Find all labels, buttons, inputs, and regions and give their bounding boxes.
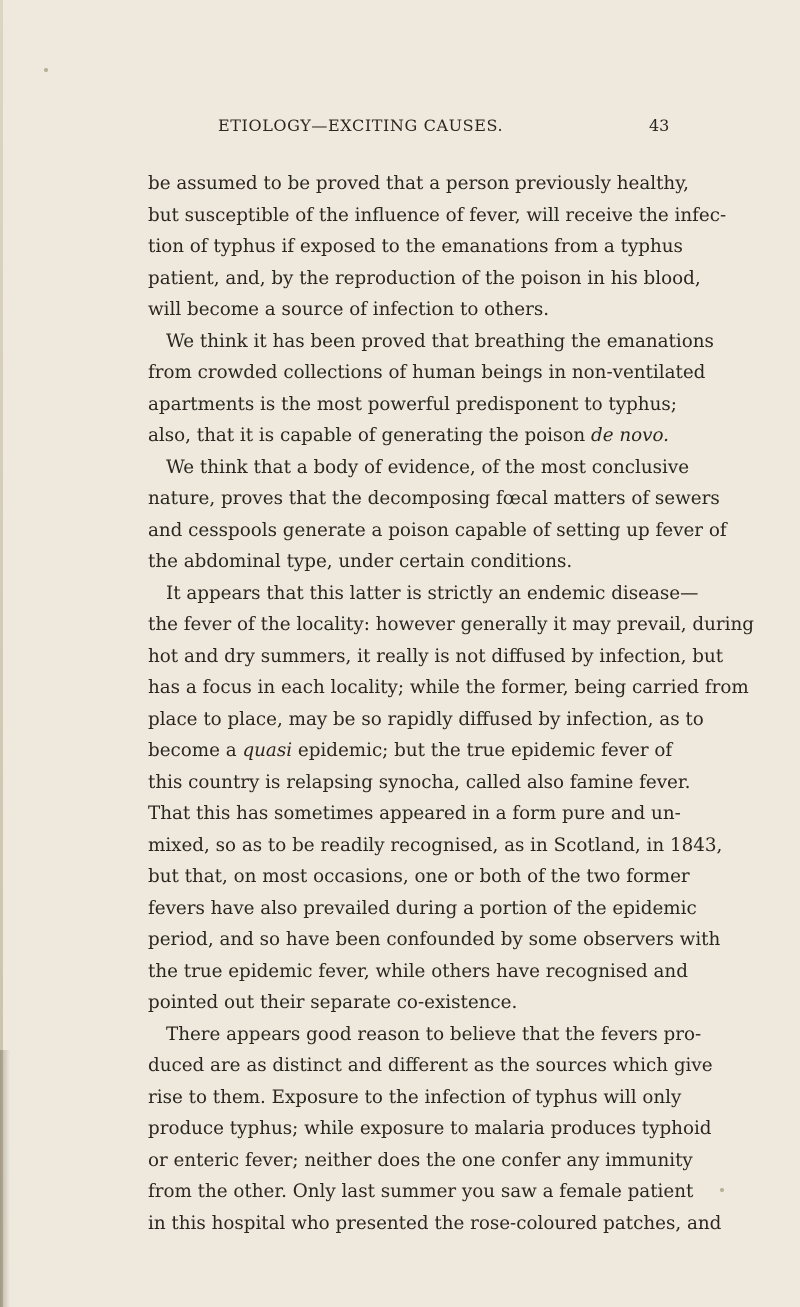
text-line: duced are as distinct and different as the sources which give	[148, 1055, 713, 1076]
text-line: apartments is the most powerful predisponent to typhus;	[148, 393, 677, 415]
text-line: but that, on most occasions, one or both of the two former	[148, 866, 690, 887]
text-line: become a quasi epidemic; but the true epidemic fever of	[148, 740, 673, 761]
text-line: the abdominal type, under certain conditions.	[148, 551, 573, 572]
page-edge-shadow	[0, 1050, 10, 1307]
text-line: from crowded collections of human beings in non-ventilated	[148, 362, 706, 383]
paper-speck	[44, 68, 48, 72]
text-line: period, and so have been confounded by some observers with	[148, 929, 721, 950]
text-line: hot and dry summers, it really is not diffused by infection, but	[148, 645, 724, 667]
paragraph-start-line: We think it has been proved that breathing the emanations	[166, 330, 714, 352]
text-line: also, that it is capable of generating the poison de novo.	[148, 425, 669, 446]
text-line: patient, and, by the reproduction of the poison in his blood,	[148, 267, 701, 289]
text-line: fevers have also prevailed during a portion of the epidemic	[148, 897, 697, 919]
text-line: and cesspools generate a poison capable of setting up fever of	[148, 519, 727, 541]
text-line: in this hospital who presented the rose-coloured patches, and	[148, 1212, 722, 1234]
page-header	[0, 116, 800, 140]
text-line: mixed, so as to be readily recognised, as in Scotland, in 1843,	[148, 834, 723, 856]
text-line: place to place, may be so rapidly diffused by infection, as to	[148, 708, 704, 730]
page-number: 43	[649, 116, 670, 135]
paper-speck	[720, 1188, 724, 1192]
running-title: ETIOLOGY—EXCITING CAUSES.	[218, 116, 504, 135]
text-line: the fever of the locality: however generally it may prevail, during	[148, 614, 754, 635]
text-line: from the other. Only last summer you saw a female patient	[148, 1181, 694, 1202]
italic-phrase: quasi	[242, 740, 293, 761]
body-text	[148, 168, 754, 1239]
text-line: produce typhus; while exposure to malaria produces typhoid	[148, 1118, 712, 1139]
text-line: will become a source of infection to others.	[148, 299, 550, 320]
text-line: That this has sometimes appeared in a form pure and un-	[148, 803, 681, 824]
text-line: pointed out their separate co-existence.	[148, 992, 518, 1013]
paragraph-start-line: There appears good reason to believe that the fevers pro-	[166, 1023, 702, 1045]
text-line: rise to them. Exposure to the infection of typhus will only	[148, 1086, 682, 1108]
text-line: this country is relapsing synocha, called also famine fever.	[148, 771, 691, 793]
text-line: has a focus in each locality; while the former, being carried from	[148, 677, 749, 698]
text-line: or enteric fever; neither does the one confer any immunity	[148, 1149, 693, 1171]
paragraph-start-line: It appears that this latter is strictly an endemic disease—	[166, 582, 699, 604]
text-line: nature, proves that the decomposing fœcal matters of sewers	[148, 488, 720, 509]
text-line: but susceptible of the influence of fever, will receive the infec-	[148, 204, 727, 226]
paragraph-start-line: We think that a body of evidence, of the most conclusive	[166, 456, 690, 478]
text-line: be assumed to be proved that a person previously healthy,	[148, 173, 689, 194]
text-line: tion of typhus if exposed to the emanations from a typhus	[148, 236, 683, 257]
text-line: the true epidemic fever, while others have recognised and	[148, 960, 688, 982]
italic-phrase: de novo.	[591, 425, 669, 446]
